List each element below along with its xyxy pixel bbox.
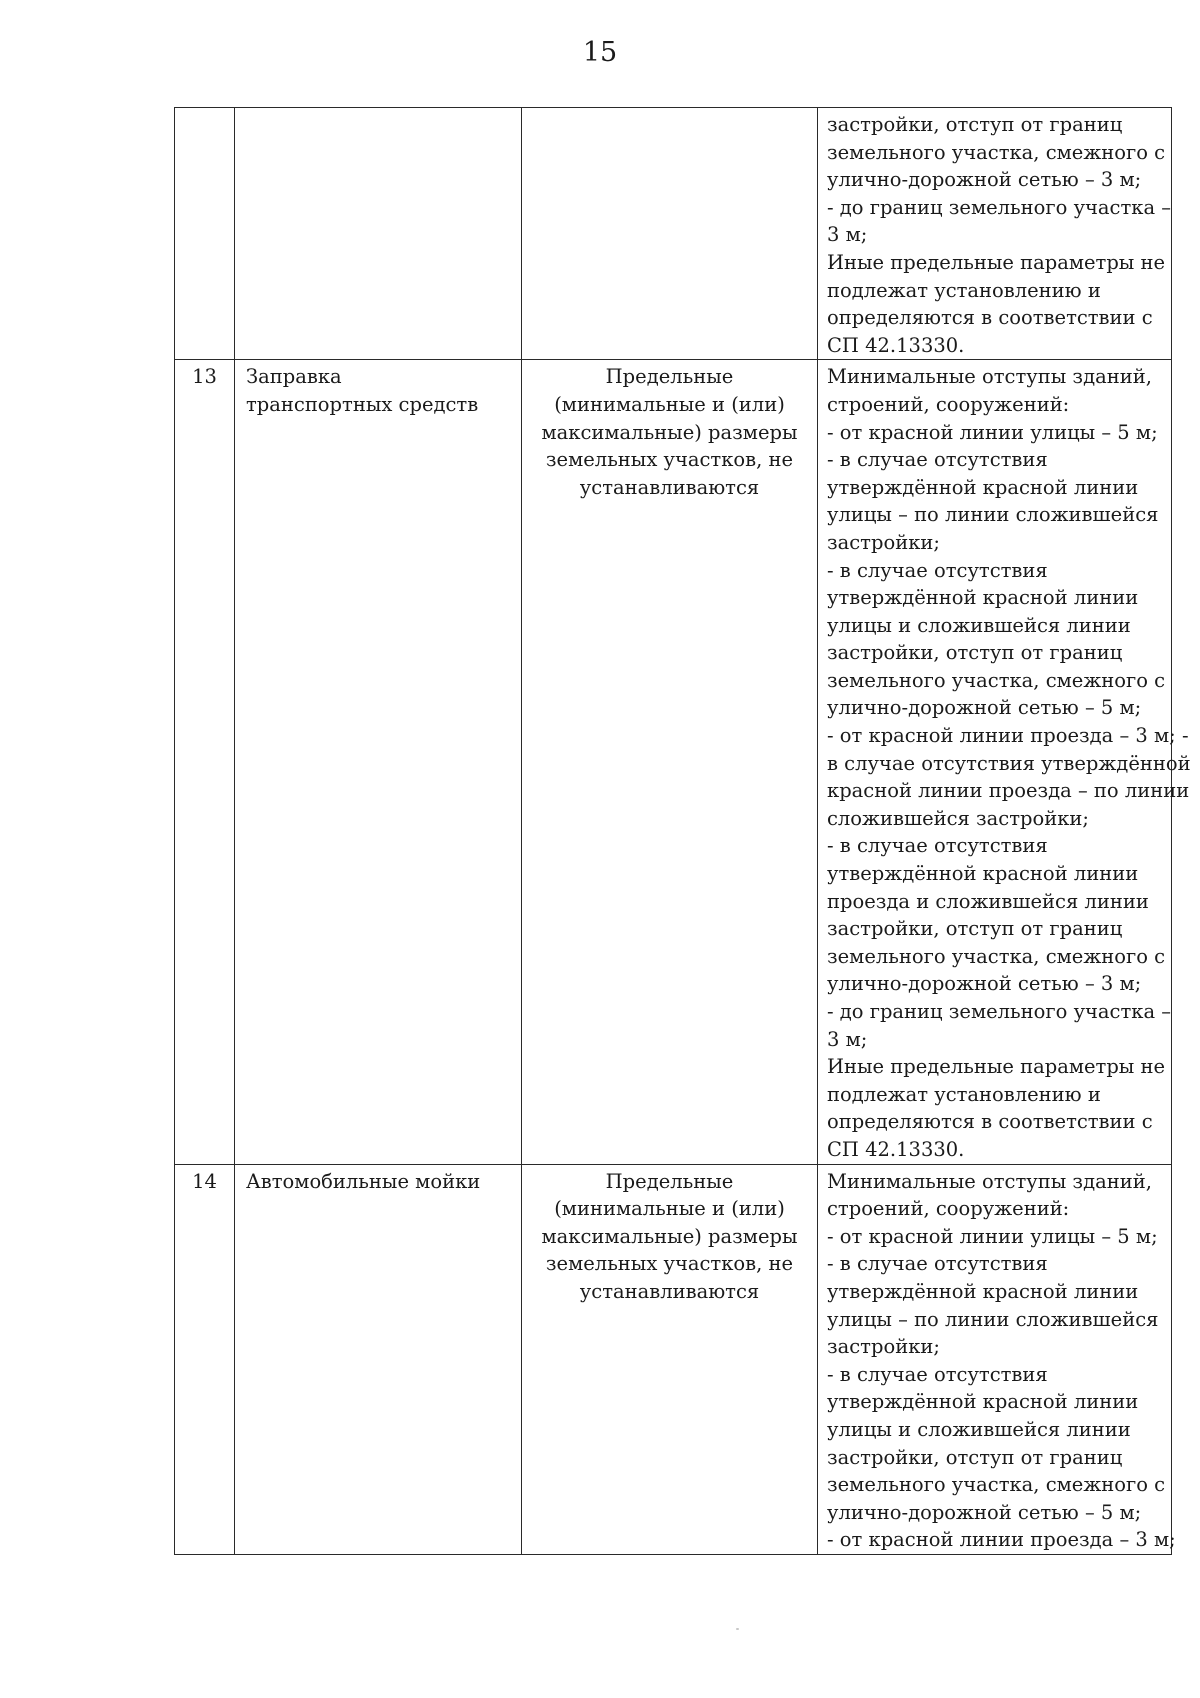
building-parameter-line: утверждённой красной линии bbox=[827, 862, 1139, 886]
building-parameter-line: подлежат установлению и bbox=[827, 1082, 1101, 1106]
building-parameter-line: строений, сооружений: bbox=[827, 1197, 1070, 1221]
plot-size-line: максимальные) размеры bbox=[541, 1224, 798, 1248]
building-parameter-line: застройки; bbox=[827, 530, 940, 554]
row-number: 14 bbox=[192, 1169, 217, 1193]
land-use-name-cell bbox=[235, 360, 522, 1164]
building-parameter-line: строений, сооружений: bbox=[827, 392, 1070, 416]
building-parameter-line: Иные предельные параметры не bbox=[827, 250, 1166, 274]
row-number-cell bbox=[175, 360, 235, 1164]
building-parameter-line: сложившейся застройки; bbox=[827, 806, 1089, 830]
building-parameter-line: земельного участка, смежного с bbox=[827, 944, 1166, 968]
building-parameters-cell bbox=[818, 108, 1172, 360]
building-parameter-line: Минимальные отступы зданий, bbox=[827, 365, 1152, 389]
building-parameter-line: улично-дорожной сетью – 5 м; bbox=[827, 696, 1142, 720]
building-parameter-line: утверждённой красной линии bbox=[827, 475, 1139, 499]
building-parameter-line: земельного участка, смежного с bbox=[827, 668, 1166, 692]
building-parameter-line: улично-дорожной сетью – 5 м; bbox=[827, 1500, 1142, 1524]
building-parameter-line: - в случае отсутствия bbox=[827, 1362, 1048, 1386]
building-parameter-line: подлежат установлению и bbox=[827, 278, 1101, 302]
building-parameter-line: Минимальные отступы зданий, bbox=[827, 1169, 1152, 1193]
plot-size-cell bbox=[522, 1164, 818, 1554]
building-parameter-line: улично-дорожной сетью – 3 м; bbox=[827, 168, 1142, 192]
land-use-name-cell bbox=[235, 1164, 522, 1554]
building-parameter-line: проезда и сложившейся линии bbox=[827, 889, 1149, 913]
table-row bbox=[175, 360, 1172, 1164]
building-parameter-line: утверждённой красной линии bbox=[827, 1279, 1139, 1303]
building-parameter-line: определяются в соответствии с bbox=[827, 1110, 1153, 1134]
building-parameter-line: застройки; bbox=[827, 1335, 940, 1359]
plot-size-line: устанавливаются bbox=[579, 1279, 760, 1303]
plot-size-line: устанавливаются bbox=[579, 475, 760, 499]
building-parameter-line: застройки, отступ от границ bbox=[827, 641, 1123, 665]
plot-size-line: земельных участков, не bbox=[545, 448, 794, 472]
building-parameter-line: Иные предельные параметры не bbox=[827, 1055, 1166, 1079]
land-use-name-cell bbox=[235, 108, 522, 360]
building-parameter-line: СП 42.13330. bbox=[827, 333, 965, 357]
table-row bbox=[175, 108, 1172, 360]
building-parameter-line: утверждённой красной линии bbox=[827, 586, 1139, 610]
plot-size-cell bbox=[522, 360, 818, 1164]
zoning-parameters-table bbox=[174, 107, 1191, 1555]
table-row bbox=[175, 1164, 1172, 1554]
plot-size-line: (минимальные и (или) bbox=[554, 392, 785, 416]
building-parameter-line: улично-дорожной сетью – 3 м; bbox=[827, 972, 1142, 996]
building-parameter-line: - до границ земельного участка – bbox=[827, 195, 1172, 219]
row-number-cell bbox=[175, 1164, 235, 1554]
building-parameter-line: земельного участка, смежного с bbox=[827, 140, 1166, 164]
building-parameter-line: 3 м; bbox=[827, 223, 868, 247]
plot-size-line: (минимальные и (или) bbox=[554, 1197, 785, 1221]
building-parameter-line: улицы и сложившейся линии bbox=[827, 613, 1131, 637]
building-parameter-line: - в случае отсутствия bbox=[827, 834, 1048, 858]
building-parameter-line: - в случае отсутствия bbox=[827, 558, 1048, 582]
scan-artifact bbox=[736, 1628, 739, 1630]
building-parameters-cell bbox=[818, 1164, 1176, 1554]
building-parameter-line: - от красной линии улицы – 5 м; bbox=[827, 1224, 1158, 1248]
page-number: 15 bbox=[582, 37, 618, 68]
building-parameter-line: красной линии проезда – по линии bbox=[827, 779, 1190, 803]
row-number-cell bbox=[175, 108, 235, 360]
building-parameter-line: - от красной линии проезда – 3 м; bbox=[827, 1528, 1176, 1552]
land-use-name-line: транспортных средств bbox=[246, 392, 479, 416]
building-parameter-line: - до границ земельного участка – bbox=[827, 1000, 1172, 1023]
building-parameter-line: улицы и сложившейся линии bbox=[827, 1417, 1131, 1441]
plot-size-line: земельных участков, не bbox=[545, 1252, 794, 1276]
building-parameter-line: утверждённой красной линии bbox=[827, 1390, 1139, 1414]
building-parameter-line: - в случае отсутствия bbox=[827, 1252, 1048, 1276]
building-parameter-line: СП 42.13330. bbox=[827, 1137, 965, 1161]
building-parameter-line: улицы – по линии сложившейся bbox=[827, 503, 1159, 527]
row-number: 13 bbox=[192, 365, 217, 389]
plot-size-line: максимальные) размеры bbox=[541, 420, 798, 444]
building-parameter-line: - от красной линии проезда – 3 м; - bbox=[827, 724, 1189, 748]
plot-size-line: Предельные bbox=[605, 1169, 734, 1193]
plot-size-cell bbox=[522, 108, 818, 360]
building-parameter-line: застройки, отступ от границ bbox=[827, 113, 1123, 136]
building-parameter-line: земельного участка, смежного с bbox=[827, 1473, 1166, 1497]
building-parameter-line: - от красной линии улицы – 5 м; bbox=[827, 420, 1158, 444]
building-parameter-line: застройки, отступ от границ bbox=[827, 1445, 1123, 1469]
building-parameter-line: - в случае отсутствия bbox=[827, 448, 1048, 472]
land-use-name-line: Заправка bbox=[246, 365, 342, 389]
building-parameter-line: в случае отсутствия утверждённой bbox=[827, 751, 1191, 775]
land-use-name-line: Автомобильные мойки bbox=[246, 1169, 481, 1193]
plot-size-line: Предельные bbox=[605, 365, 734, 389]
building-parameter-line: определяются в соответствии с bbox=[827, 306, 1153, 330]
building-parameters-cell bbox=[818, 360, 1191, 1164]
building-parameter-line: улицы – по линии сложившейся bbox=[827, 1307, 1159, 1331]
building-parameter-line: 3 м; bbox=[827, 1027, 868, 1051]
building-parameter-line: застройки, отступ от границ bbox=[827, 917, 1123, 941]
table-body bbox=[175, 108, 1191, 1555]
